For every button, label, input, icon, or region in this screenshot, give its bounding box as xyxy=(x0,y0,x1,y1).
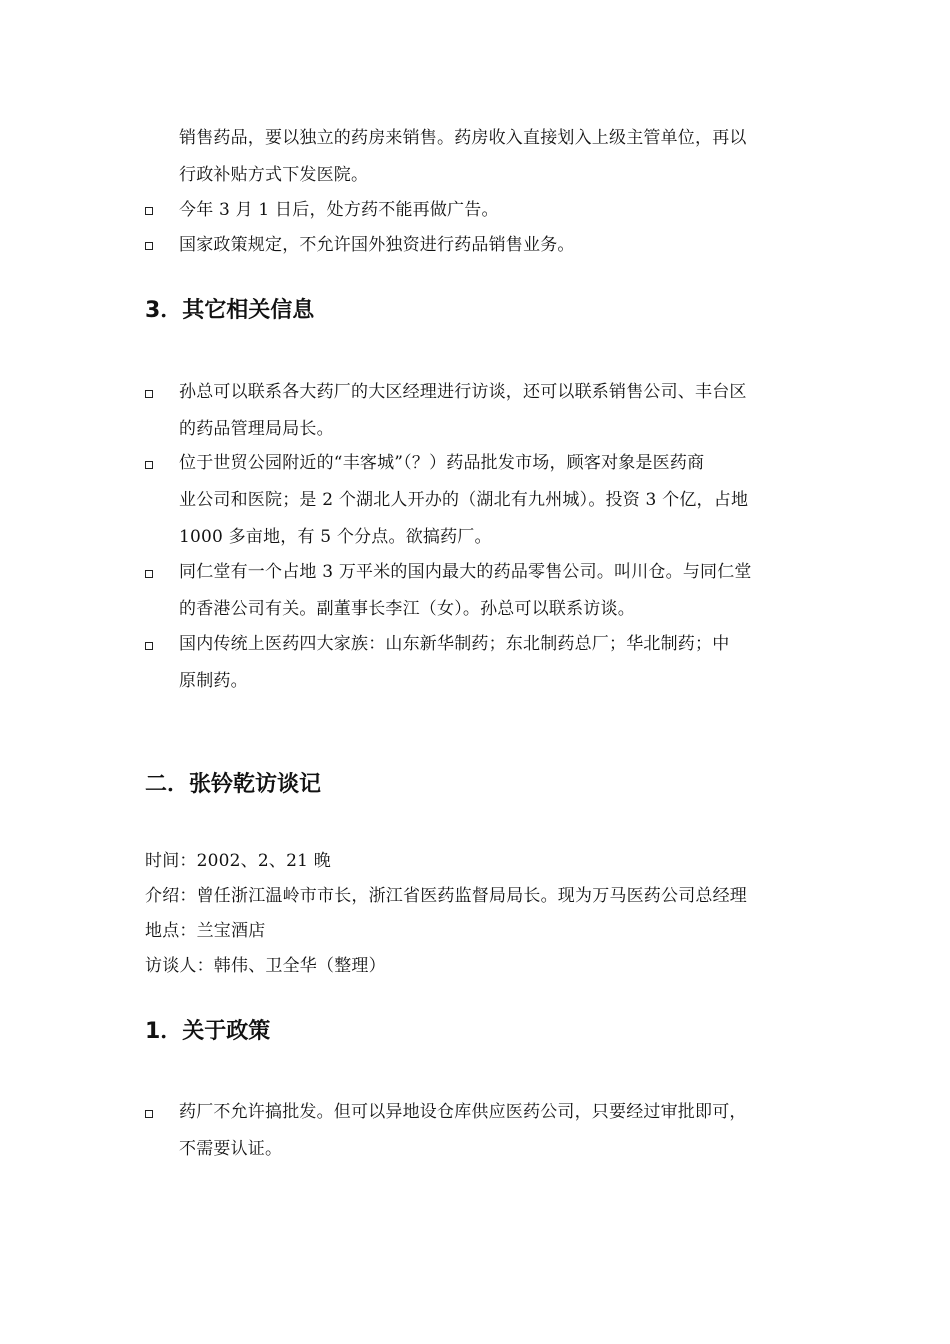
bullet-icon xyxy=(145,642,153,650)
bullet-icon xyxy=(145,1110,153,1118)
list-item-line: 的香港公司有关。副董事长李江（女）。孙总可以联系访谈。 xyxy=(179,599,635,619)
bullet-icon xyxy=(145,570,153,578)
info-line-interviewers: 访谈人：韩伟、卫全华（整理） xyxy=(145,956,386,976)
list-item: 药厂不允许搞批发。但可以异地设仓库供应医药公司，只要经过审批即可， xyxy=(179,1102,747,1122)
section-heading: 1．关于政策 xyxy=(145,1019,271,1044)
info-line-time: 时间：2002、2、21 晚 xyxy=(145,851,331,871)
section-heading: 3．其它相关信息 xyxy=(145,298,315,323)
list-item-line: 原制药。 xyxy=(179,671,248,691)
list-item: 孙总可以联系各大药厂的大区经理进行访谈，还可以联系销售公司、丰台区 xyxy=(179,382,747,402)
list-item: 位于世贸公园附近的“丰客城”（？）药品批发市场，顾客对象是医药商 xyxy=(179,453,705,473)
list-item-line: 1000 多亩地，有 5 个分点。欲搞药厂。 xyxy=(179,527,492,547)
info-line-location: 地点：兰宝酒店 xyxy=(145,921,266,941)
chapter-heading: 二．张钤乾访谈记 xyxy=(145,772,322,797)
bullet-icon xyxy=(145,242,153,250)
bullet-icon xyxy=(145,461,153,469)
list-item: 今年 3 月 1 日后，处方药不能再做广告。 xyxy=(179,200,499,220)
list-item: 国内传统上医药四大家族：山东新华制药；东北制药总厂；华北制药；中 xyxy=(179,634,730,654)
list-item: 国家政策规定，不允许国外独资进行药品销售业务。 xyxy=(179,235,575,255)
continued-text-line: 销售药品，要以独立的药房来销售。药房收入直接划入上级主管单位，再以 xyxy=(179,128,747,148)
list-item-line: 不需要认证。 xyxy=(179,1139,283,1159)
list-item-line: 的药品管理局局长。 xyxy=(179,419,334,439)
bullet-icon xyxy=(145,207,153,215)
continued-text-line: 行政补贴方式下发医院。 xyxy=(179,165,369,185)
list-item-line: 业公司和医院；是 2 个湖北人开办的（湖北有九州城）。投资 3 个亿，占地 xyxy=(179,490,749,510)
info-line-intro: 介绍：曾任浙江温岭市市长，浙江省医药监督局局长。现为万马医药公司总经理 xyxy=(145,886,747,906)
bullet-icon xyxy=(145,390,153,398)
list-item: 同仁堂有一个占地 3 万平米的国内最大的药品零售公司。叫川仓。与同仁堂 xyxy=(179,562,752,582)
